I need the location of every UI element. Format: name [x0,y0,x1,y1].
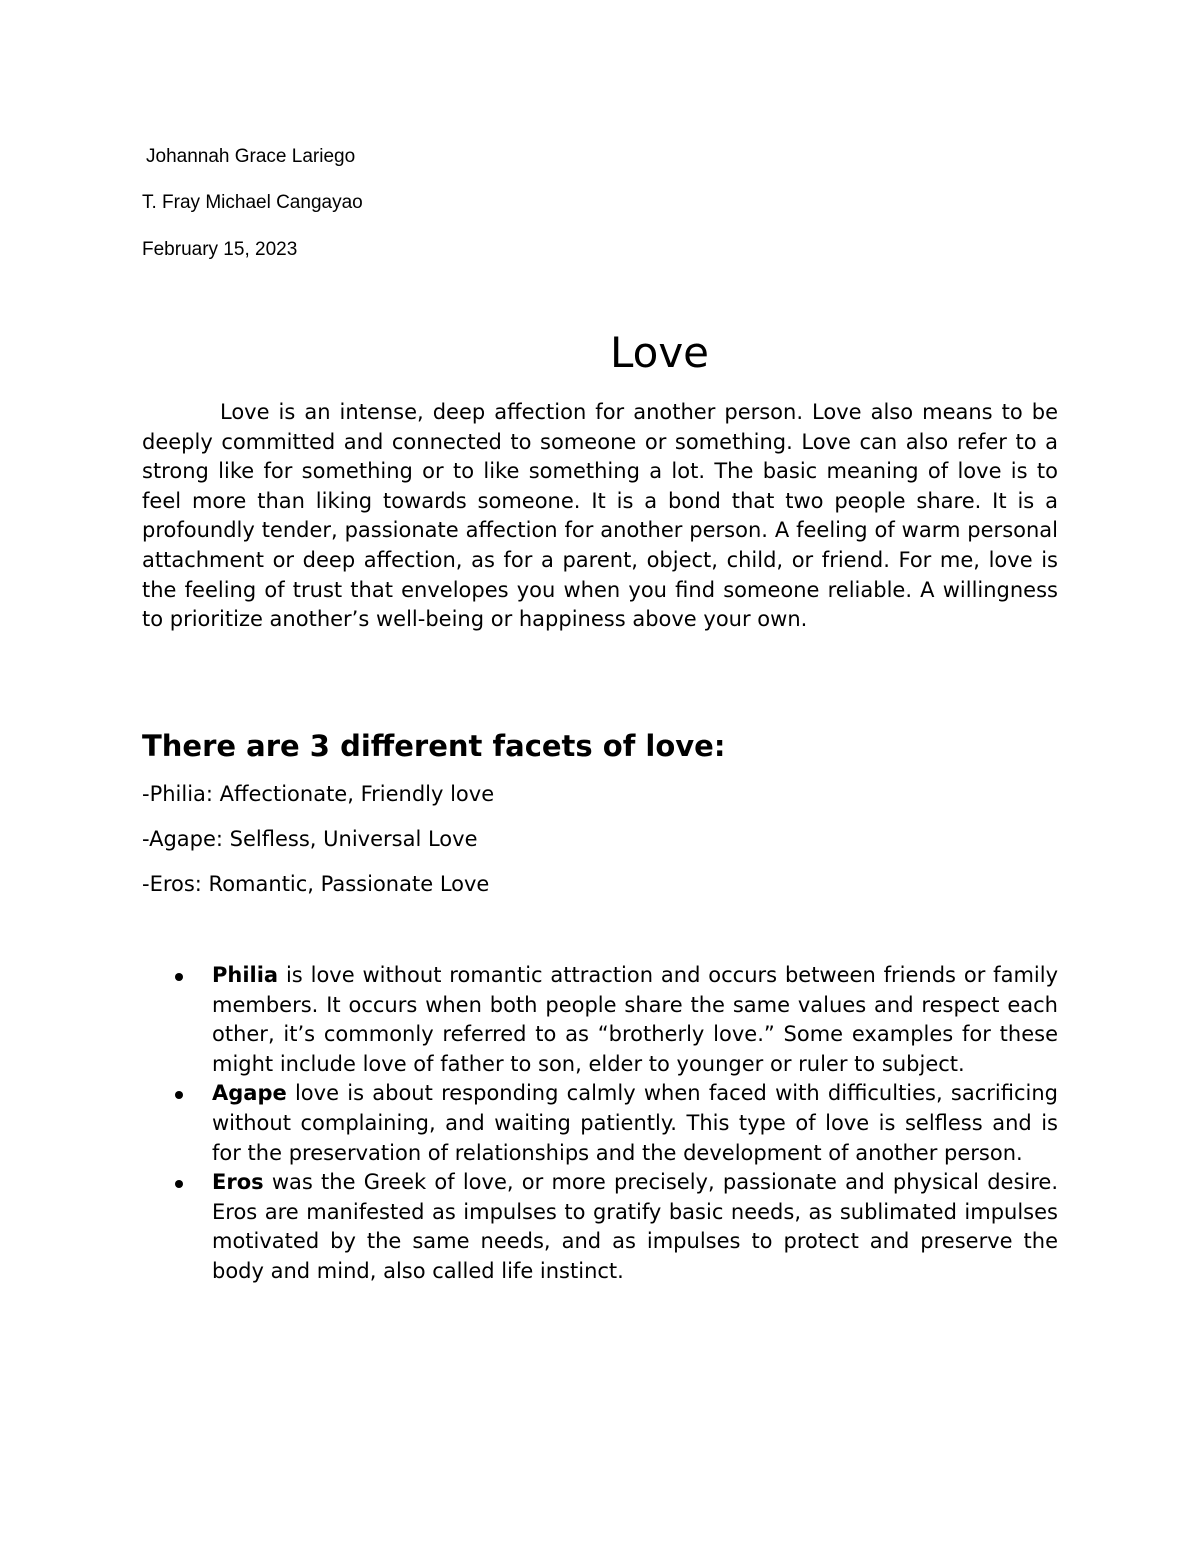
bullet-term: Agape [212,1081,287,1106]
facet-bullet-list [212,961,1058,1287]
author-name: Johannah Grace Lariego [146,146,356,167]
bullet-dot-icon [175,1180,183,1188]
bullet-item-philia [212,961,1058,1079]
document-date: February 15, 2023 [142,239,298,260]
facet-line-philia: -Philia: Affectionate, Friendly love [142,782,495,806]
bullet-term: Philia [212,963,279,987]
bullet-dot-icon [175,1091,183,1099]
facet-line-eros: -Eros: Romantic, Passionate Love [142,872,490,896]
bullet-text: is love without romantic attraction and occurs between friends or family members. It occurs when both people share the same values and respect each other, it’s commonly referred to as “brotherly love.” Some examples for these might include love of father to son, elder to younger or ruler to subject. [212,963,1058,1076]
instructor-name: T. Fray Michael Cangayao [142,192,363,213]
bullet-dot-icon [175,973,183,981]
document-title: Love [609,328,710,377]
facets-heading: There are 3 different facets of love: [142,729,726,763]
intro-paragraph: Love is an intense, deep affection for another person. Love also means to be deeply committed and connected to someone or something. Love can also refer to a strong like for something or to like something a lot. The basic meaning of love is to feel more than liking towards someone. It is a bond that two people share. It is a profoundly tender, passionate affection for another person. A feeling of warm personal attachment or deep affection, as for a parent, object, child, or friend. For me, love is the feeling of trust that envelopes you when you find someone reliable. A willingness to prioritize another’s well-being or happiness above your own. [142,400,1058,632]
bullet-item-agape [212,1079,1058,1168]
bullet-term: Eros [212,1170,264,1195]
facet-line-agape: -Agape: Selfless, Universal Love [142,827,478,851]
bullet-text: love is about responding calmly when faced with difficulties, sacrificing without complaining, and waiting patiently. This type of love is selfless and is for the preservation of relationships and the development of another person. [212,1081,1058,1165]
bullet-text: was the Greek of love, or more precisely, passionate and physical desire. Eros are manifested as impulses to gratify basic needs, as sublimated impulses motivated by the same needs, and as impulses to protect and preserve the body and mind, also called life instinct. [212,1170,1058,1283]
bullet-item-eros [212,1168,1058,1286]
